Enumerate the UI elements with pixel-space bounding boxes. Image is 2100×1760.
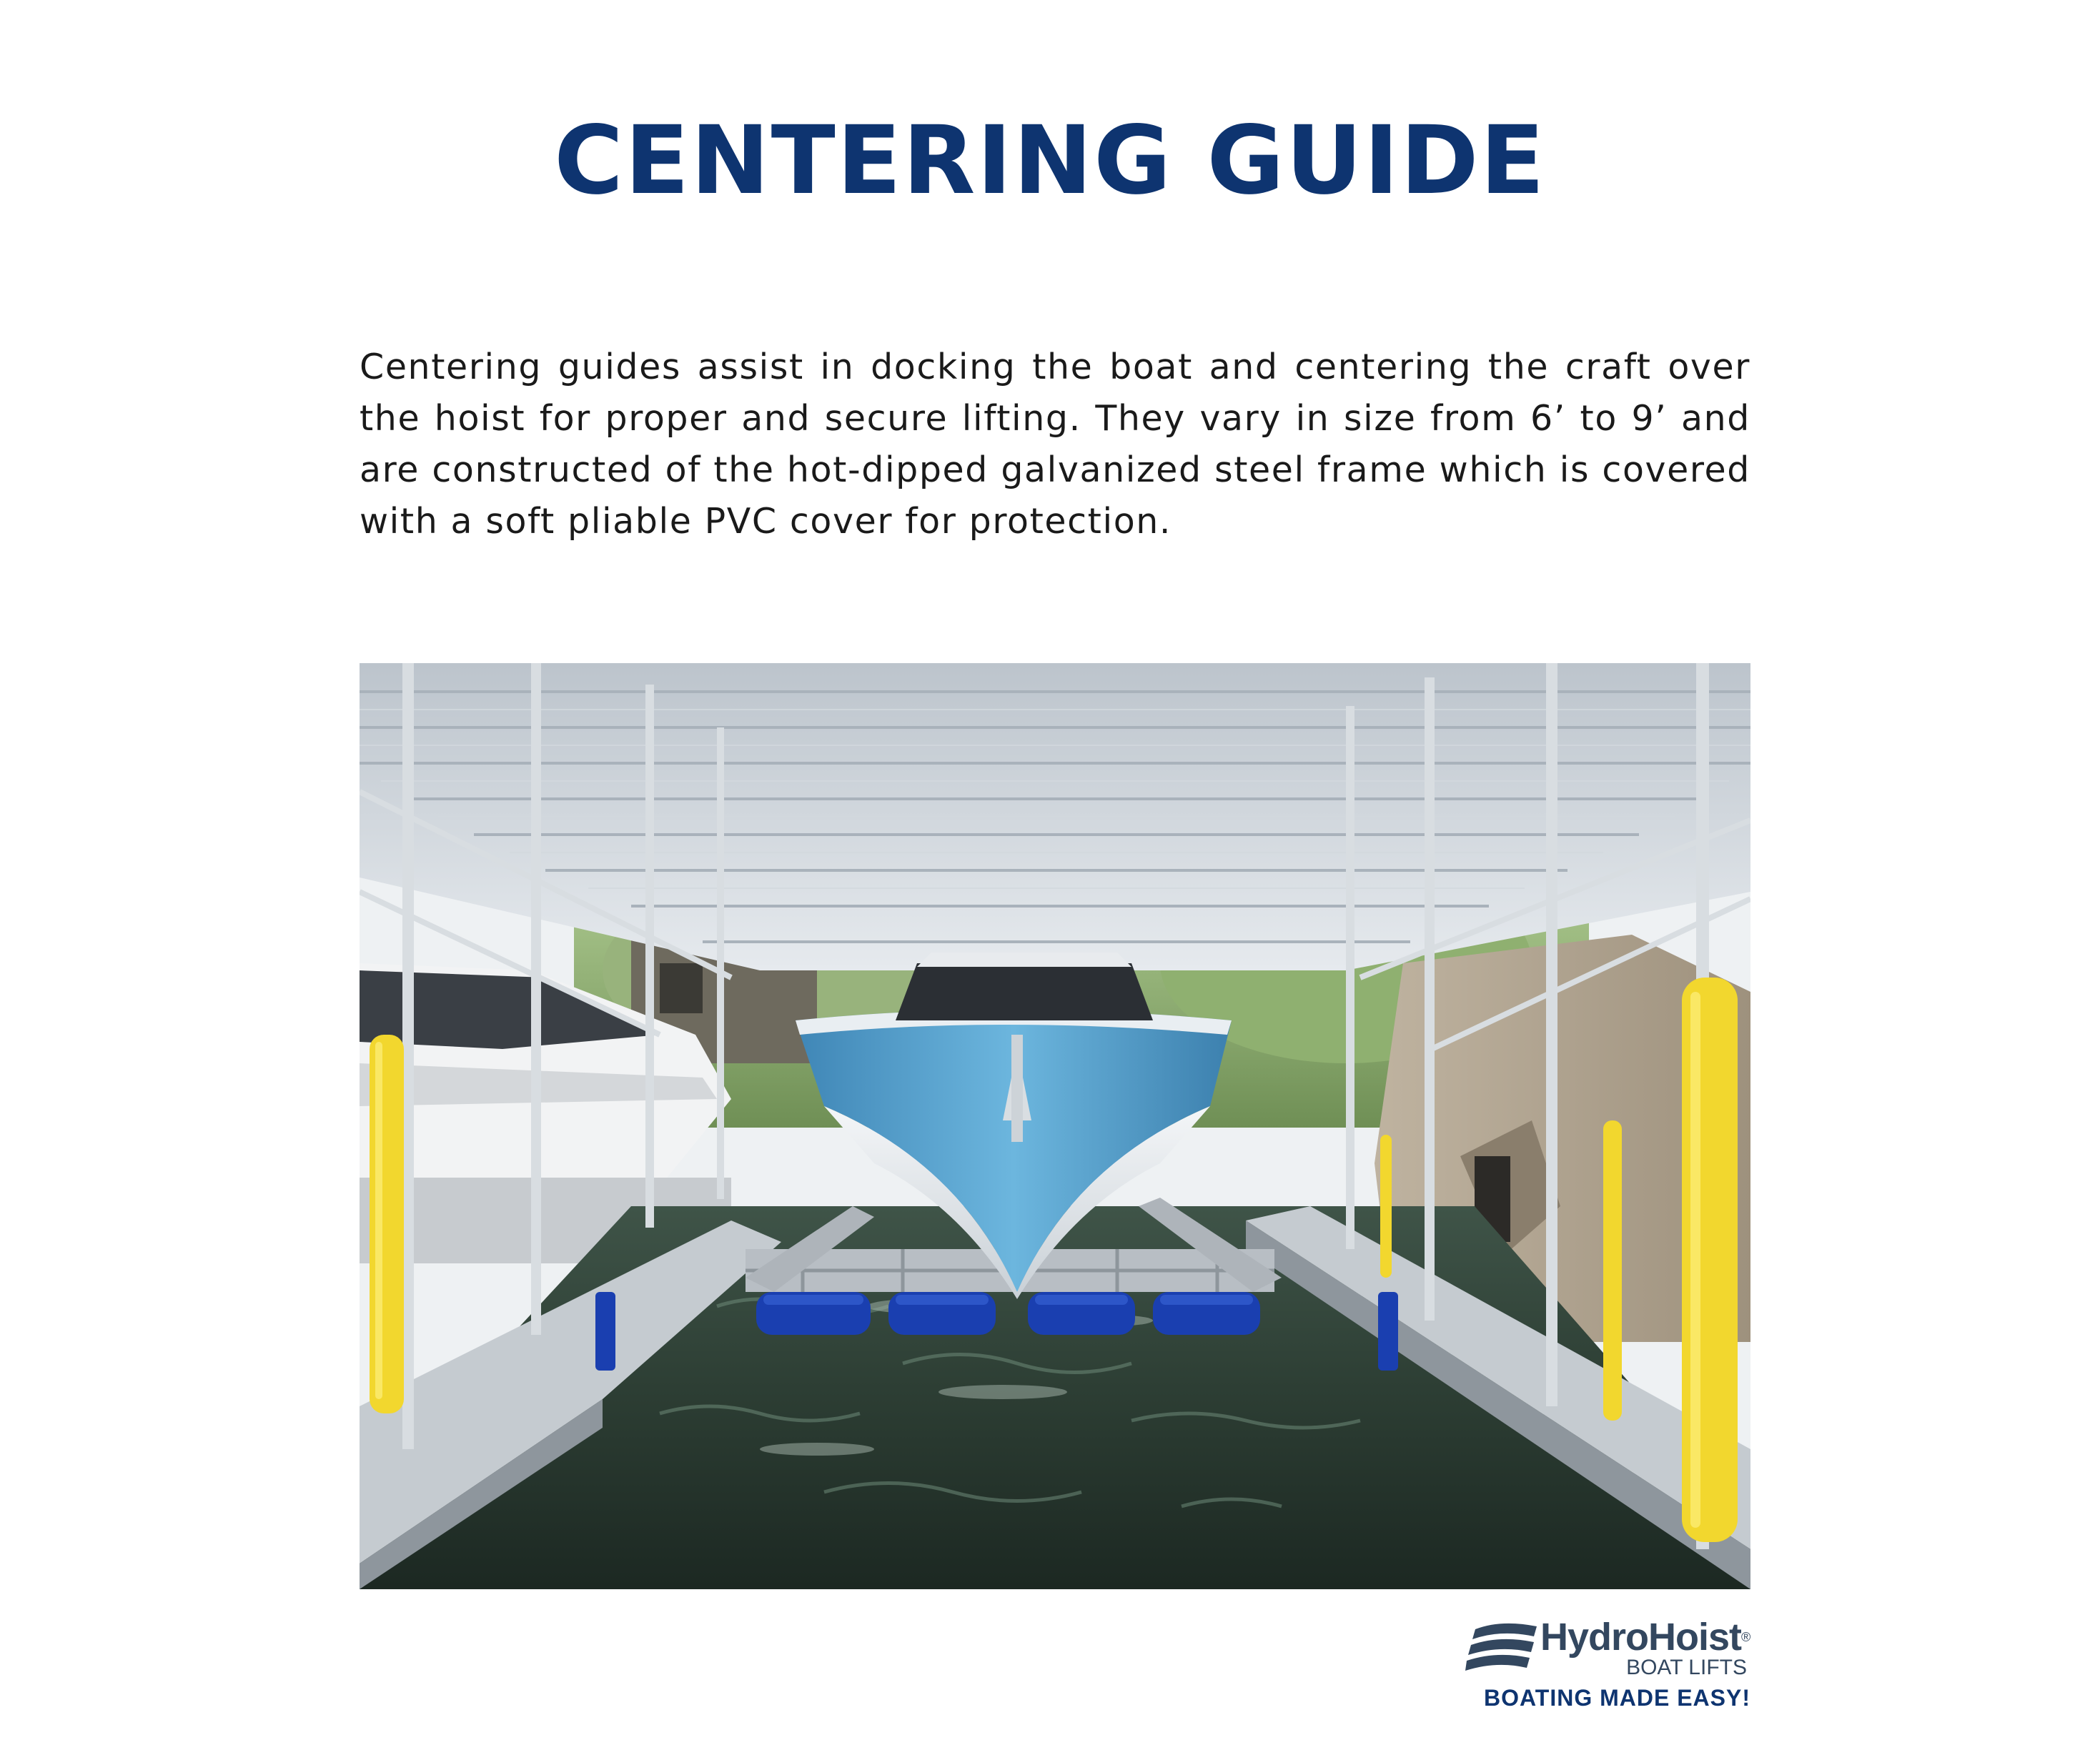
registered-mark: ® [1741, 1630, 1750, 1644]
brand-name: HydroHoist® [1540, 1616, 1750, 1659]
intro-paragraph: Centering guides assist in docking the boat and centering the craft over the hoist for proper and secure lifting. They vary in size from 6’ to 9’ and are constructed of the hot-dipped galvanized steel frame which is covered with a soft pliable PVC cover for protection. [360, 347, 1750, 542]
brand-tagline: BOATING MADE EASY! [1484, 1685, 1750, 1711]
waves-logo-icon [1465, 1619, 1544, 1678]
page-title: CENTERING GUIDE [554, 106, 1546, 216]
boat-lift-photo [360, 663, 1750, 1589]
hydrohoist-logo [1465, 1616, 1751, 1691]
brand-subtitle: BOAT LIFTS [1626, 1656, 1747, 1679]
